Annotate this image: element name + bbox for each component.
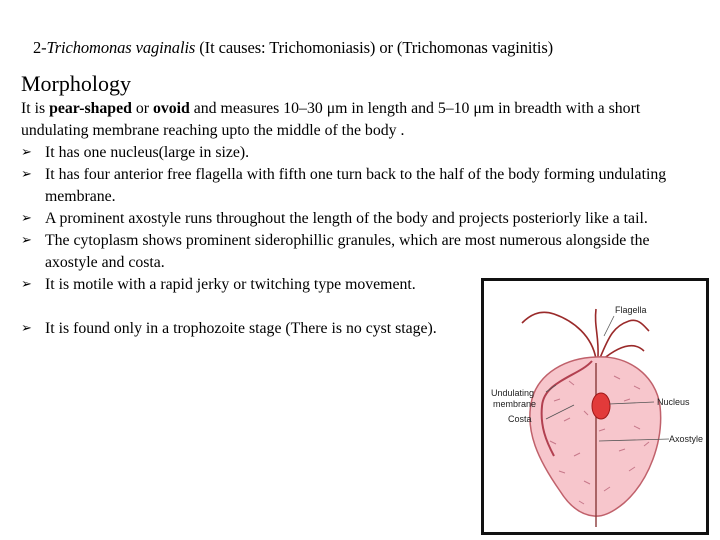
- arrow-bullet-icon: ➢: [21, 167, 32, 182]
- label-nucleus: Nucleus: [657, 397, 690, 407]
- section-heading: Morphology: [21, 71, 131, 96]
- flagellum: [600, 320, 649, 358]
- trichomonas-diagram: [484, 281, 706, 532]
- bullet-item: ➢ It is motile with a rapid jerky or twitching type movement.: [21, 274, 711, 296]
- bullet-item: ➢ The cytoplasm shows prominent siderophillic granules, which are most numerous alongside the axostyle and costa.: [21, 232, 650, 271]
- label-axostyle: Axostyle: [669, 434, 704, 444]
- arrow-bullet-icon: ➢: [21, 321, 32, 336]
- label-costa: Costa: [508, 414, 532, 424]
- title-rest: (It causes: Trichomoniasis) or (Trichomonas vaginitis): [195, 38, 554, 57]
- label-membrane: membrane: [493, 399, 537, 409]
- arrow-bullet-icon: ➢: [21, 233, 32, 248]
- bullet-item: ➢ It has one nucleus(large in size).: [21, 142, 711, 164]
- trichomonas-figure: [481, 278, 709, 535]
- intro-bold-pear-shaped: pear-shaped: [49, 100, 132, 117]
- cell-body: [530, 357, 661, 516]
- arrow-bullet-icon: ➢: [21, 211, 32, 226]
- title-organism: Trichomonas vaginalis: [46, 38, 196, 57]
- slide-title: [33, 38, 553, 58]
- label-flagella: Flagella: [615, 305, 647, 315]
- flagellum: [522, 312, 596, 359]
- flagellum: [596, 309, 599, 357]
- bullet-item: ➢ It is found only in a trophozoite stage (There is no cyst stage).: [21, 318, 711, 340]
- bullet-item: ➢ A prominent axostyle runs throughout the length of the body and projects posteriorly like a tail.: [21, 208, 711, 230]
- title-prefix: 2-: [33, 38, 47, 57]
- bullet-item: ➢ It has four anterior free flagella with fifth one turn back to the half of the body forming undulating membrane.: [21, 166, 667, 205]
- label-undulating: Undulating: [491, 388, 535, 398]
- intro-text-3: and measures 10–30 μm in length and 5–10 μm in breadth with a short undulating membrane reaching upto the middle of the body .: [21, 100, 641, 139]
- flagella-lines: [522, 309, 649, 360]
- intro-text-1: It is: [21, 100, 50, 117]
- intro-paragraph: [21, 98, 711, 142]
- intro-text-2: or: [131, 100, 153, 117]
- arrow-bullet-icon: ➢: [21, 145, 32, 160]
- nucleus: [592, 393, 610, 419]
- intro-bold-ovoid: ovoid: [152, 100, 190, 117]
- arrow-bullet-icon: ➢: [21, 277, 32, 292]
